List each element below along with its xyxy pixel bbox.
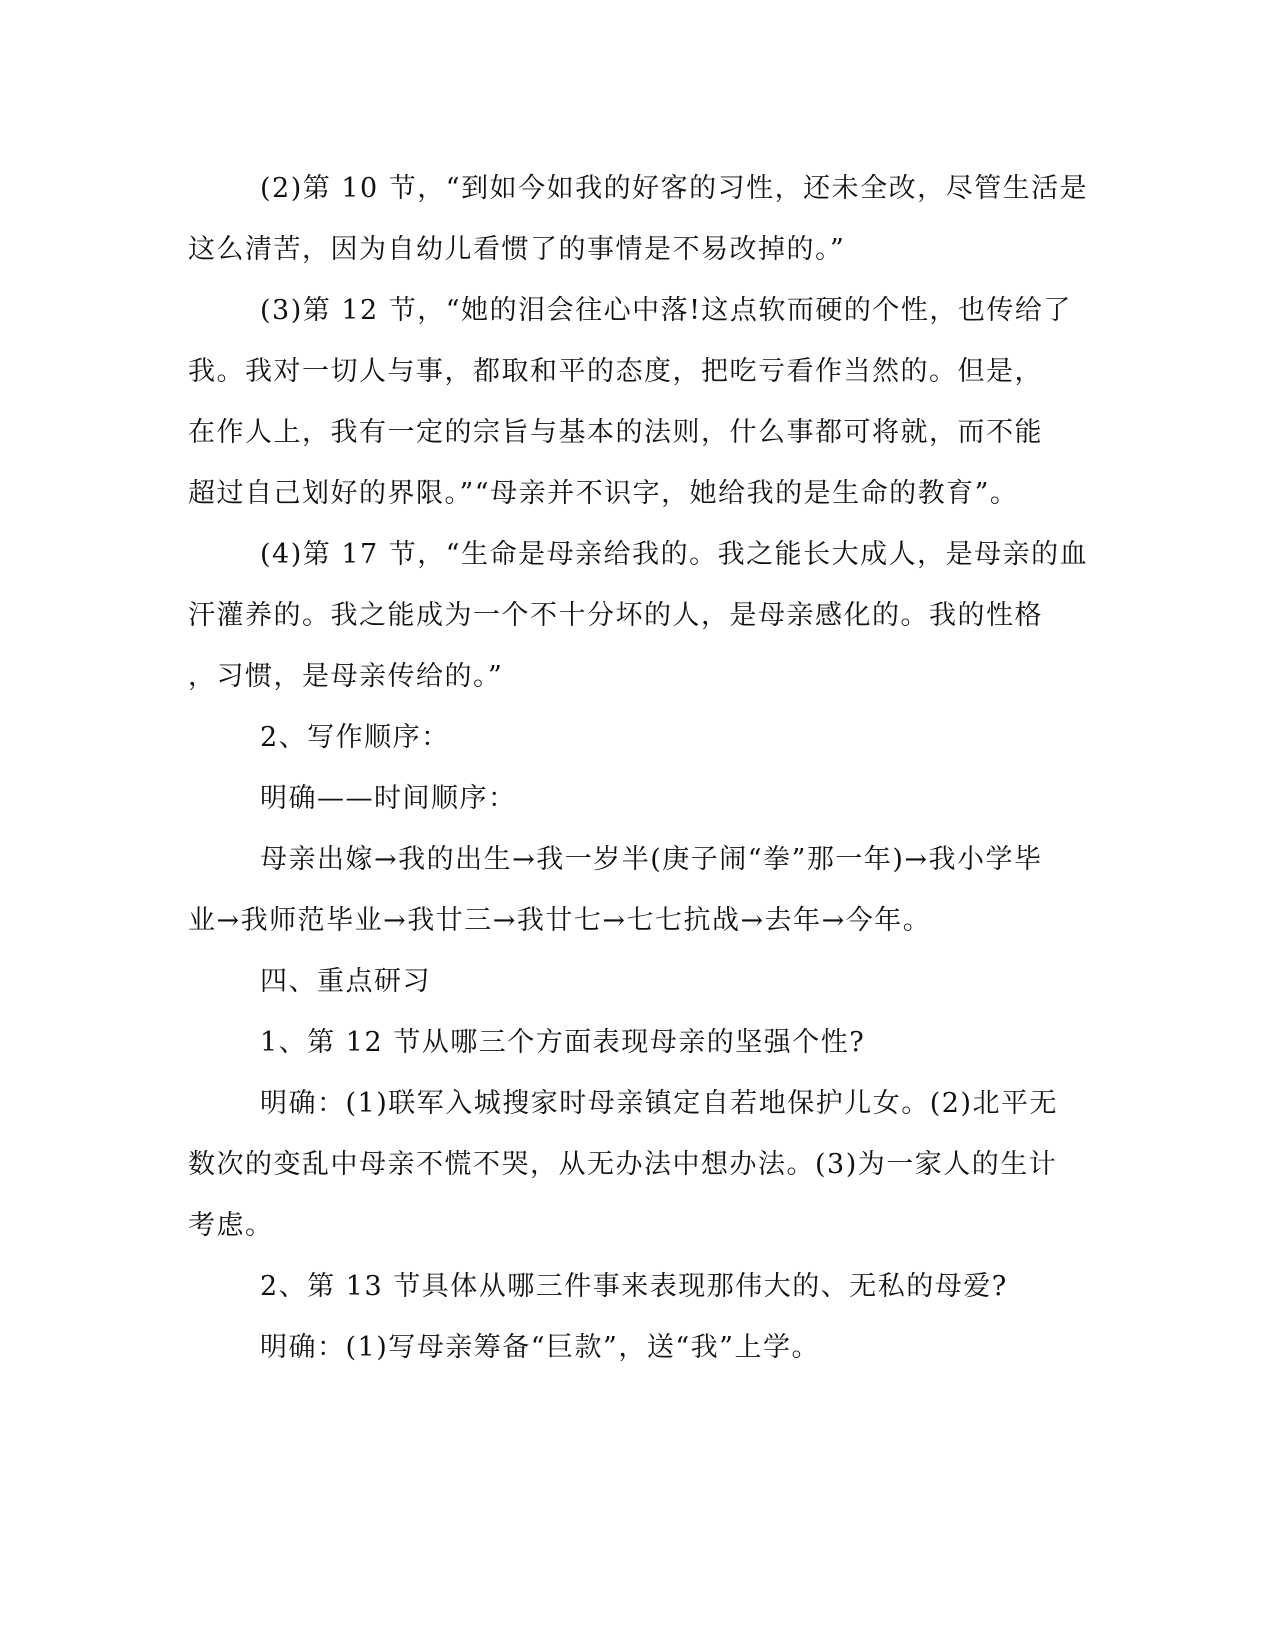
text-line: 明确——时间顺序：: [260, 783, 517, 814]
text-line: 考虑。: [188, 1210, 274, 1241]
text-line: 数次的变乱中母亲不慌不哭，从无办法中想办法。(3)为一家人的生计: [188, 1149, 1058, 1180]
text-line: 明确：(1)写母亲筹备“巨款”，送“我”上学。: [260, 1332, 820, 1363]
text-line: 2、写作顺序：: [260, 722, 450, 753]
answer-1: [188, 1073, 1078, 1256]
text-line: 在作人上，我有一定的宗旨与基本的法则，什么事都可将就，而不能: [188, 417, 1043, 448]
text-line: 四、重点研习: [260, 966, 431, 997]
document-body: [188, 158, 1089, 1378]
text-line: 2、第 13 节具体从哪三件事来表现那伟大的、无私的母爱?: [260, 1271, 1008, 1302]
text-line: (2)第 10 节，“到如今如我的好客的习性，还未全改，尽管生活是: [260, 173, 1089, 204]
paragraph-time-order: [188, 768, 1078, 829]
text-line: ，习惯，是母亲传给的。”: [188, 661, 504, 692]
question-2: [188, 1256, 1078, 1317]
text-line: 超过自己划好的界限。”“母亲并不识字，她给我的是生命的教育”。: [188, 478, 1019, 509]
text-line: 明确：(1)联军入城搜家时母亲镇定自若地保护儿女。(2)北平无: [260, 1088, 1058, 1119]
heading-key-study: [188, 951, 1078, 1012]
text-line: 业→我师范毕业→我廿三→我廿七→七七抗战→去年→今年。: [188, 905, 932, 936]
paragraph-timeline: [188, 829, 1078, 951]
paragraph-section-12-quote: [188, 280, 1078, 524]
text-line: 我。我对一切人与事，都取和平的态度，把吃亏看作当然的。但是，: [188, 356, 1043, 387]
heading-writing-order: [188, 707, 1078, 768]
text-line: 这么清苦，因为自幼儿看惯了的事情是不易改掉的。”: [188, 234, 846, 265]
text-line: 1、第 12 节从哪三个方面表现母亲的坚强个性?: [260, 1027, 866, 1058]
text-line: 母亲出嫁→我的出生→我一岁半(庚子闹“拳”那一年)→我小学毕: [260, 844, 1043, 875]
question-1: [188, 1012, 1078, 1073]
paragraph-section-10-quote: [188, 158, 1089, 280]
text-line: 汗灌养的。我之能成为一个不十分坏的人，是母亲感化的。我的性格: [188, 600, 1043, 631]
paragraph-section-17-quote: [188, 524, 1089, 707]
answer-2: [188, 1317, 1078, 1378]
text-line: (4)第 17 节，“生命是母亲给我的。我之能长大成人，是母亲的血: [260, 539, 1089, 570]
text-line: (3)第 12 节，“她的泪会往心中落!这点软而硬的个性，也传给了: [260, 295, 1072, 326]
